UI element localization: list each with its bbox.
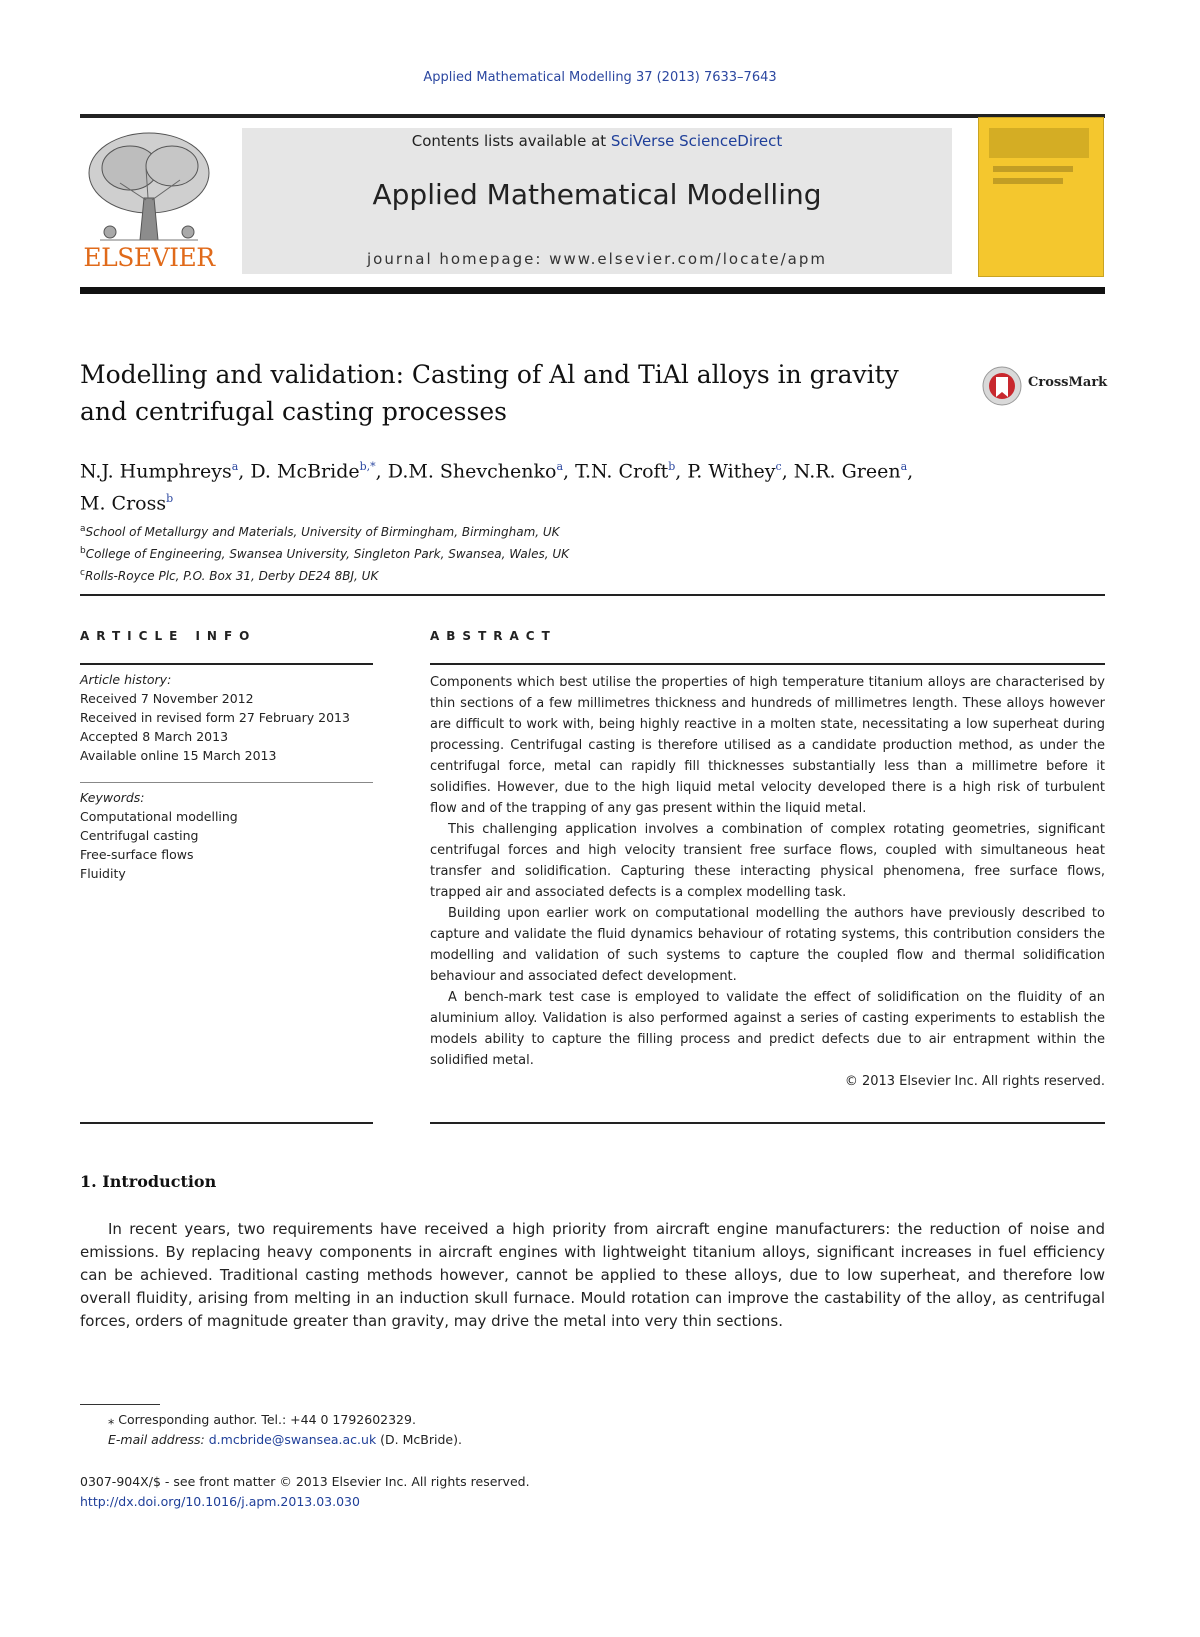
cover-text-line [993, 166, 1073, 172]
author-name: N.J. Humphreys [80, 460, 232, 483]
abstract-rule [430, 663, 1105, 665]
keyword-item: Centrifugal casting [80, 828, 199, 843]
affiliation-line [80, 564, 1080, 586]
affiliation-text: School of Metallurgy and Materials, University of Birmingham, Birmingham, UK [85, 525, 560, 539]
keywords [80, 788, 375, 883]
journal-title: Applied Mathematical Modelling [372, 178, 822, 211]
author-separator: , [563, 460, 576, 483]
article-title: Modelling and validation: Casting of Al and TiAl alloys in gravity and centrifugal casting processes [80, 360, 899, 426]
affiliation-key: b [80, 546, 86, 556]
author-separator: , [907, 460, 914, 483]
author-affiliation-mark[interactable]: b [668, 460, 676, 473]
keywords-rule [80, 782, 373, 783]
author-affiliation-mark[interactable]: c [775, 460, 782, 473]
cover-title-block [989, 128, 1089, 158]
author-name: T.N. Croft [575, 460, 669, 483]
affiliation-key: c [80, 568, 85, 578]
abstract-heading: ABSTRACT [430, 629, 557, 643]
corresponding-author-note: ⁎ Corresponding author. Tel.: +44 0 1792602329. [108, 1412, 416, 1427]
article-info-rule [80, 663, 373, 665]
author-name: P. Withey [687, 460, 776, 483]
article-info-end-rule [80, 1122, 373, 1124]
author-name: N.R. Green [793, 460, 901, 483]
abstract-body [430, 672, 1105, 1092]
affiliation-key: a [80, 524, 86, 534]
abstract-paragraph: This challenging application involves a combination of complex rotating geometries, significant centrifugal forces and high velocity transient free surface flows, coupled with simultaneous heat transfer and solidification. Capturing these interacting physical phenomena, free surface flows, trapped air and associated defects is a complex modelling task. [430, 822, 1105, 900]
abstract-paragraph: A bench-mark test case is employed to validate the effect of solidification on the fluidity of an aluminium alloy. Validation is also performed against a series of casting experiments to establish the models ability to capture the filling process and predict defects due to air entrapment within the solidified metal. [430, 990, 1105, 1068]
author-affiliation-mark[interactable]: b,* [359, 460, 376, 473]
affiliation-line [80, 520, 1080, 542]
history-item: Available online 15 March 2013 [80, 748, 277, 763]
keyword-item: Computational modelling [80, 809, 238, 824]
abstract-copyright: © 2013 Elsevier Inc. All rights reserved. [844, 1074, 1105, 1089]
affiliation-text: Rolls-Royce Plc, P.O. Box 31, Derby DE24 8BJ, UK [84, 569, 379, 583]
crossmark-badge[interactable] [980, 365, 1108, 407]
author-name: D.M. Shevchenko [387, 460, 557, 483]
journal-reference[interactable]: Applied Mathematical Modelling 37 (2013) 7633–7643 [423, 70, 777, 85]
affiliation-line [80, 542, 1080, 564]
author-list [80, 453, 1105, 518]
sciencedirect-link[interactable]: SciVerse ScienceDirect [610, 132, 783, 150]
keyword-item: Fluidity [80, 866, 126, 881]
author-affiliation-mark[interactable]: a [556, 460, 563, 473]
abstract-end-rule [430, 1122, 1105, 1124]
author-name: M. Cross [80, 492, 167, 515]
abstract-paragraph: Components which best utilise the properties of high temperature titanium alloys are characterised by thin sections of a few millimetres thickness and hundreds of millimetres length. These alloys however are difficult to work with, being highly reactive in a molten state, necessitating a low superheat during processing. Centrifugal casting is therefore utilised as a candidate production method, as under the centrifugal force, metal can rapidly fill thicknesses substantially less than a millimetre before it solidifies. However, due to the high liquid metal velocity developed there is a high risk of turbulent flow and of the trapping of any gas present within the liquid metal. [430, 675, 1105, 816]
history-item: Received in revised form 27 February 2013 [80, 710, 350, 725]
journal-cover-thumbnail[interactable] [978, 117, 1104, 277]
section-rule [80, 594, 1105, 596]
history-label: Article history: [80, 672, 172, 687]
top-rule [80, 114, 1105, 118]
cover-text-line [993, 178, 1063, 184]
introduction-paragraph: In recent years, two requirements have received a high priority from aircraft engine manufacturers: the reduction of noise and emissions. By replacing heavy components in aircraft engines with lightweight titanium alloys, significant increases in fuel efficiency can be achieved. Traditional casting methods however, cannot be applied to these alloys, due to low superheat, and therefore low overall fluidity, arising from melting in an induction skull furnace. Mould rotation can improve the castability of the alloy, as centrifugal forces, orders of magnitude greater than gravity, may drive the metal into very thin sections. [80, 1220, 1105, 1330]
affiliations [80, 520, 1080, 586]
tree-icon [80, 128, 218, 246]
author-separator: , [375, 460, 388, 483]
history-item: Accepted 8 March 2013 [80, 729, 229, 744]
crossmark-label: CrossMark [1028, 375, 1108, 390]
affiliation-text: College of Engineering, Swansea University, Singleton Park, Swansea, Wales, UK [85, 547, 570, 561]
keywords-label: Keywords: [80, 790, 145, 805]
crossmark-icon [980, 365, 1024, 407]
author-separator: , [238, 460, 251, 483]
doi-link[interactable]: http://dx.doi.org/10.1016/j.apm.2013.03.030 [80, 1494, 360, 1509]
article-history [80, 670, 375, 765]
introduction-heading: 1. Introduction [80, 1172, 217, 1191]
issn-line: 0307-904X/$ - see front matter © 2013 Elsevier Inc. All rights reserved. [80, 1474, 530, 1489]
email-note: E-mail address: d.mcbride@swansea.ac.uk (D. McBride). [108, 1432, 462, 1447]
author-separator: , [781, 460, 794, 483]
author-affiliation-mark[interactable]: b [166, 492, 174, 506]
author-affiliation-mark[interactable]: a [231, 460, 239, 473]
elsevier-wordmark: ELSEVIER [83, 243, 215, 272]
footnotes [80, 1410, 1080, 1450]
article-info-heading: ARTICLE INFO [80, 629, 257, 643]
author-name: D. McBride [250, 460, 360, 483]
elsevier-logo [80, 128, 218, 278]
contents-line: Contents lists available at SciVerse ScienceDirect [411, 132, 783, 150]
journal-banner [242, 128, 952, 274]
abstract-paragraph: Building upon earlier work on computational modelling the authors have previously described to capture and validate the fluid dynamics behaviour of rotating systems, this contribution considers the modelling and validation of such systems to capture the coupled flow and thermal solidification behaviour and associated defect development. [430, 906, 1105, 984]
history-item: Received 7 November 2012 [80, 691, 254, 706]
author-affiliation-mark[interactable]: a [900, 460, 908, 473]
author-separator: , [675, 460, 688, 483]
email-link[interactable]: d.mcbride@swansea.ac.uk [208, 1432, 377, 1447]
header-rule [80, 287, 1105, 294]
journal-homepage[interactable]: journal homepage: www.elsevier.com/locate/apm [366, 250, 828, 268]
footnote-rule [80, 1404, 160, 1405]
front-matter [80, 1472, 1080, 1512]
keyword-item: Free-surface flows [80, 847, 194, 862]
